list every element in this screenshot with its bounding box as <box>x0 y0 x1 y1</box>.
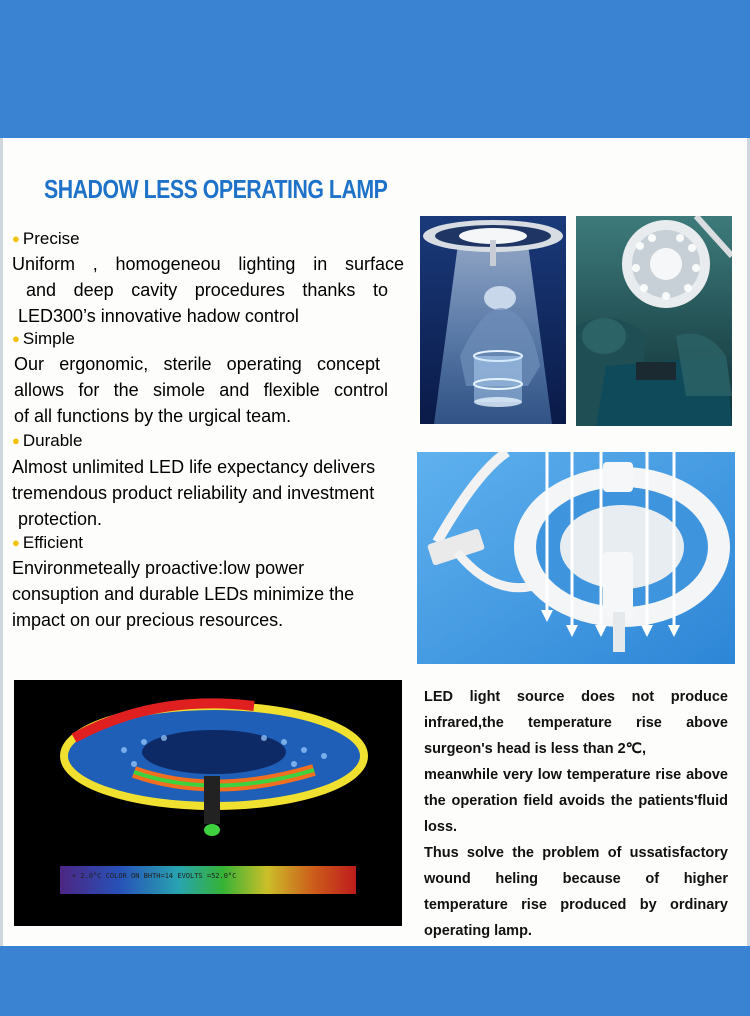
feature-line: and deep cavity procedures thanks to <box>26 280 388 300</box>
feature-line: Uniform , homogeneou lighting in surface <box>12 254 404 274</box>
bullet-dot-icon: ● <box>12 535 20 550</box>
feature-line: consuption and durable LEDs minimize the <box>12 584 355 604</box>
description-block <box>424 684 728 944</box>
feature-line: Environmeteally proactive:low power <box>12 558 305 578</box>
feature-heading-text: Simple <box>22 329 75 348</box>
bottom-blue-band <box>0 946 750 1016</box>
lamp-beam-image <box>420 216 566 424</box>
lamp-airflow-diagram <box>417 452 735 664</box>
bullet-dot-icon: ● <box>12 433 20 448</box>
feature-line: allows for the simole and flexible control <box>14 380 388 400</box>
description-paragraph: Thus solve the problem of ussatisfactory wound heling because of higher temperature rise produced by ordinary operating lamp. <box>424 845 728 939</box>
operating-room-photo <box>576 216 732 426</box>
feature-heading <box>12 229 80 249</box>
operating-room-illustration <box>576 216 732 426</box>
feature-heading <box>12 533 83 553</box>
description-paragraph: meanwhile very low temperature rise above the operation field avoids the patients'fluid loss. <box>424 767 728 835</box>
feature-line: impact on our precious resources. <box>12 610 284 630</box>
lamp-airflow-illustration <box>417 452 735 664</box>
feature-heading-text: Efficient <box>22 533 84 552</box>
thermal-lamp-image <box>14 680 402 926</box>
feature-heading-text: Durable <box>22 431 83 450</box>
feature-heading <box>12 431 82 451</box>
thermal-lamp-illustration <box>14 680 402 926</box>
description-paragraph: LED light source does not produce infrared,the temperature rise above surgeon's head is less than 2℃, <box>424 689 728 757</box>
feature-heading <box>12 329 75 349</box>
page-title: SHADOW LESS OPERATING LAMP <box>44 174 388 204</box>
feature-line: Almost unlimited LED life expectancy delivers <box>12 457 376 477</box>
bullet-dot-icon: ● <box>12 231 20 246</box>
feature-line: tremendous product reliability and investment <box>12 483 375 503</box>
thermal-scale-caption: + 2.0°C COLOR ON BHTH=14 EVOLTS =52.0°C <box>72 872 237 880</box>
top-blue-band <box>0 0 750 138</box>
feature-line: Our ergonomic, sterile operating concept <box>14 354 380 374</box>
feature-line: of all functions by the urgical team. <box>14 406 292 426</box>
bullet-dot-icon: ● <box>12 331 20 346</box>
feature-line: protection. <box>18 509 103 529</box>
feature-line: LED300’s innovative hadow control <box>18 306 299 326</box>
feature-heading-text: Precise <box>22 229 80 248</box>
lamp-beam-illustration <box>420 216 566 424</box>
